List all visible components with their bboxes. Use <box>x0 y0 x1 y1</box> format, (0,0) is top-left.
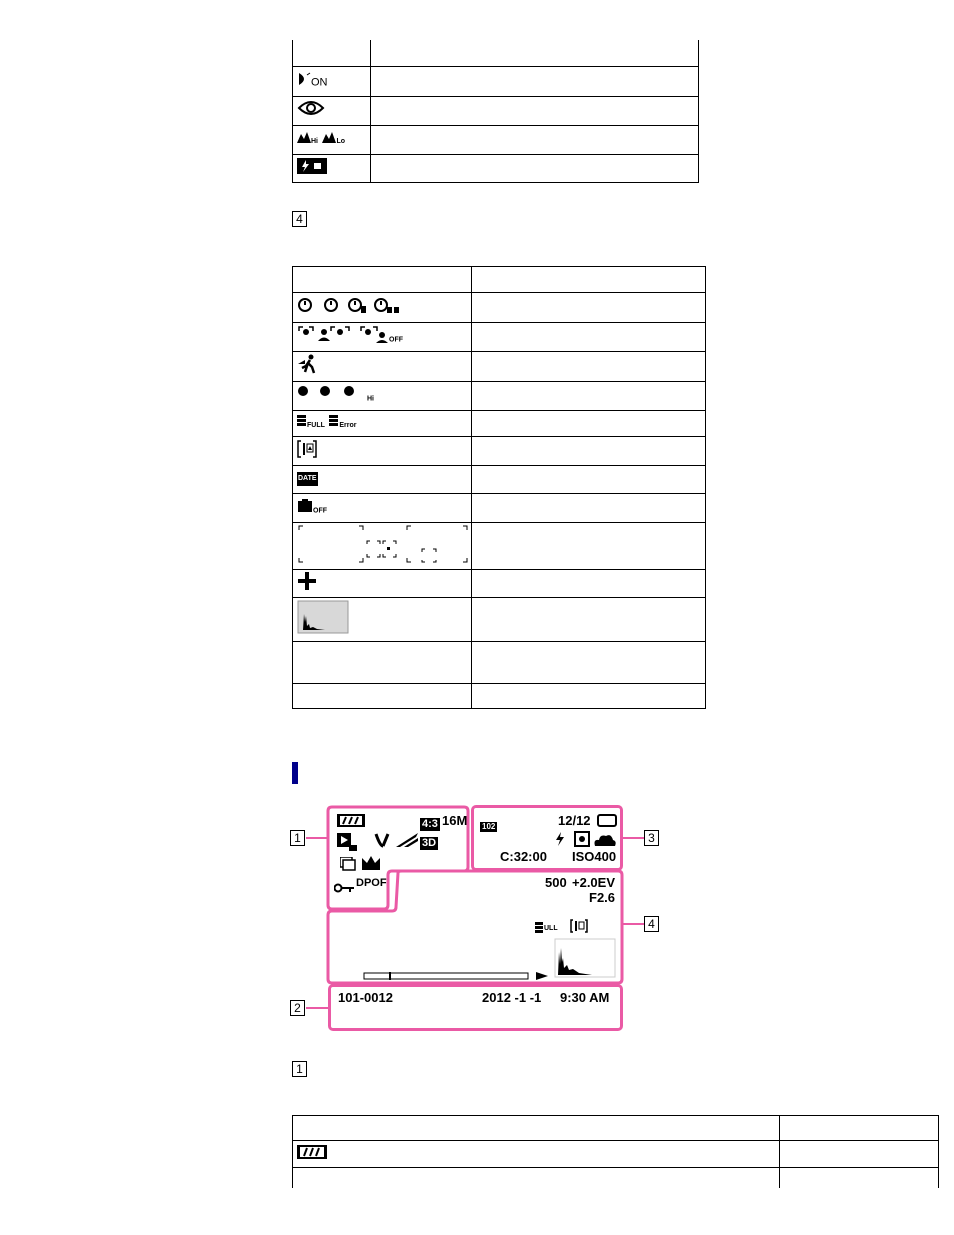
table-row <box>293 411 706 437</box>
table-row <box>293 1168 939 1188</box>
shutter-speed: 500 <box>545 875 567 890</box>
dpof-label: DPOF <box>356 877 387 889</box>
rotation-icon <box>570 919 588 938</box>
table-row <box>293 523 706 570</box>
table-row <box>293 642 706 684</box>
connector-1 <box>306 837 328 839</box>
playback-progress-bar <box>363 968 549 986</box>
table-section-4 <box>292 266 706 709</box>
self-timer-icons <box>297 296 409 319</box>
section-heading-bar <box>292 762 298 784</box>
flash-off-icon <box>297 499 313 518</box>
badge-3d-wrap <box>420 833 438 851</box>
smile-hi-label: Hi <box>367 395 374 403</box>
flash-on-label: ON <box>311 76 328 89</box>
protect-key-icon <box>334 880 354 898</box>
smile-shutter-icons <box>297 384 367 409</box>
recording-time: 9:30 AM <box>560 990 610 1005</box>
table-row <box>293 494 706 523</box>
battery-icon <box>337 814 365 832</box>
iso-value: ISO400 <box>572 849 617 864</box>
image-size: 16M <box>442 813 468 828</box>
lo-label: Lo <box>336 138 346 146</box>
badge-3d: 3D <box>422 837 437 849</box>
flash-off-label: OFF <box>313 507 327 515</box>
crown-icon <box>362 856 380 875</box>
time-remaining: C:32:00 <box>500 849 547 864</box>
table-row <box>293 1141 939 1168</box>
landscape-hi-icon <box>297 130 311 148</box>
walking-person-icon <box>297 354 319 379</box>
memory-full-status-label: ULL <box>544 925 558 932</box>
af-frame-icons <box>297 524 469 569</box>
aspect-ratio: 4:3 <box>422 818 438 830</box>
histogram-icon <box>297 600 349 639</box>
section-marker-1: 1 <box>292 1061 307 1077</box>
table-header-row <box>293 1116 939 1141</box>
table-row <box>293 125 699 154</box>
aperture-value: F2.6 <box>589 890 616 905</box>
table-header-row <box>293 267 706 293</box>
face-detection-icons <box>297 325 389 350</box>
lcd-marker-3: 3 <box>644 830 659 846</box>
section-marker-4: 4 <box>292 211 307 227</box>
memory-full-status-icon <box>535 920 544 938</box>
top-table <box>292 40 699 183</box>
table-section-1 <box>292 1115 939 1188</box>
flash-icon <box>555 832 565 851</box>
face-off-label: OFF <box>389 336 403 344</box>
table-row <box>293 570 706 598</box>
table-row <box>293 96 699 125</box>
folder-number: 102 <box>482 822 496 831</box>
exposure-value: +2.0EV <box>572 875 616 890</box>
flash-on-icon <box>297 72 311 91</box>
lcd-illustration <box>290 802 670 1034</box>
steadyshot-icon <box>374 832 392 853</box>
aspect-badge <box>420 814 440 832</box>
table-row <box>293 437 706 466</box>
table-row <box>293 323 706 352</box>
image-count: 12/12 <box>558 813 591 828</box>
table-row <box>293 466 706 494</box>
continuous-icon <box>340 857 356 876</box>
table-row <box>293 382 706 411</box>
lcd-marker-1: 1 <box>290 830 305 846</box>
landscape-lo-icon <box>322 130 336 148</box>
lcd-marker-4: 4 <box>644 916 659 932</box>
memory-error-icon <box>329 414 339 432</box>
date-icon: DATE <box>297 472 318 486</box>
folder-badge <box>480 816 497 834</box>
memory-error-label: Error <box>339 422 357 430</box>
playback-mode-icon <box>337 833 357 858</box>
crosshair-icon <box>297 571 317 596</box>
flash-battery-icon <box>297 158 327 179</box>
table-row <box>293 293 706 323</box>
lcd-marker-2: 2 <box>290 1000 305 1016</box>
file-number: 101-0012 <box>338 990 393 1005</box>
table-row <box>293 598 706 642</box>
memory-card-icon <box>597 814 617 832</box>
recording-date: 2012 -1 -1 <box>482 990 542 1005</box>
connector-3 <box>622 837 644 839</box>
table-row <box>293 40 699 66</box>
memory-full-icon <box>297 414 307 432</box>
battery-level-icon <box>297 1144 327 1165</box>
eye-icon <box>297 100 325 121</box>
hi-label: Hi <box>311 138 318 146</box>
connector-2 <box>306 1007 328 1009</box>
wind-noise-icon <box>396 833 418 852</box>
table-row <box>293 684 706 709</box>
histogram-display <box>554 938 616 983</box>
table-row <box>293 352 706 382</box>
memory-full-label: FULL <box>307 422 325 430</box>
shooting-direction-icon <box>297 440 317 463</box>
connector-4 <box>622 923 644 925</box>
table-row <box>293 154 699 182</box>
table-row <box>293 66 699 96</box>
